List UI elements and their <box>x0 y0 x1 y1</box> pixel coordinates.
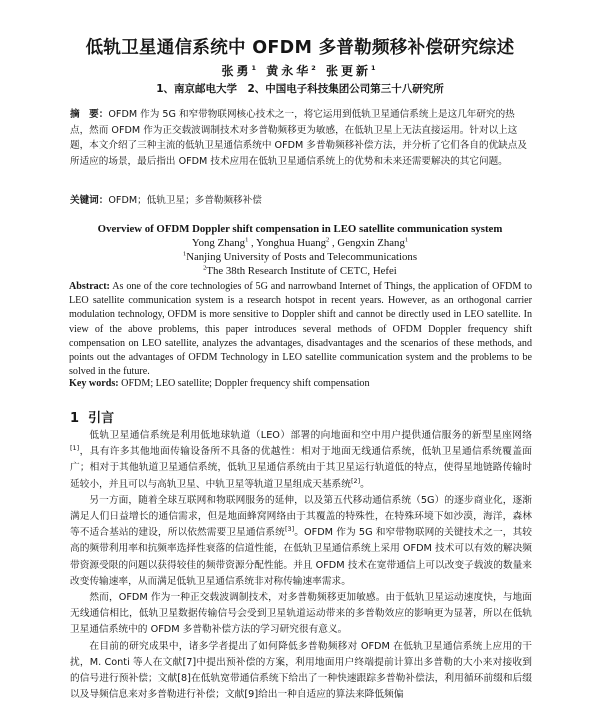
citation-ref: [1] <box>70 443 80 452</box>
abstract-en <box>69 280 532 379</box>
affiliation-text: Nanjing University of Posts and Telecommunications <box>186 251 418 263</box>
body-paragraph <box>70 493 532 590</box>
abstract-cn <box>70 107 532 169</box>
affiliation-mark: 2 <box>203 264 207 272</box>
introduction-body <box>70 428 532 703</box>
abstract-label-en: Abstract: <box>69 281 110 292</box>
paper-title-en: Overview of OFDM Doppler shift compensation in LEO satellite communication system <box>97 223 503 235</box>
abstract-text-cn: OFDM 作为 5G 和窄带物联网核心技术之一，将它运用到低轨卫星通信系统上是这几年研究的热点，然而 OFDM 作为正交载波调制技术对多普勒频移更为敏感，在低轨卫星上无法直接运用。针对以上这题，本文介绍了三种主流的低轨卫星通信系统中 OFDM 多普勒频移补偿方法，并分析了它们各自的优缺点及所适应的场景，最后指出 OFDM 技术应用在低轨卫星通信系统上的优势和未来还需要解决的其它问题。 <box>70 109 527 167</box>
section-title: 引言 <box>88 411 115 426</box>
author-name: 张更新 <box>325 64 371 78</box>
body-paragraph <box>70 428 532 493</box>
author-name: Yonghua Huang <box>256 237 327 249</box>
author-affiliation-mark: 1 <box>251 64 260 72</box>
paragraph-text: 。OFDM 作为 5G 和窄带物联网的关键技术之一，其较高的频带利用率和抗频率选择性衰落的信道性能，在低轨卫星通信系统上采用 OFDM 技术可以有效的解决频带资源受限的问题以获得较佳的频带资源分配性能。并且 OFDM 技术在宽带通信上可以改变子载波的数量来改变传输速率，从而满足低轨卫星通信系统非对称传输速率需求。 <box>70 527 532 587</box>
keywords-text-en: OFDM; LEO satellite; Doppler frequency shift compensation <box>121 378 370 389</box>
author-affiliation-mark: 1 <box>370 64 379 72</box>
author-name: 张勇 <box>221 64 252 78</box>
keywords-en <box>69 378 532 389</box>
paragraph-text: 另一方面，随着全球互联网和物联网服务的延伸，以及第五代移动通信系统（5G）的逐步商业化，逐渐满足人们日益增长的通信需求，但是地面蜂窝网络由于其覆盖的特殊性，在特殊环境下如沙漠，海洋，森林等不适合基站的建设，所以依然需要卫星通信系统 <box>70 494 532 539</box>
keywords-text-cn: OFDM；低轨卫星；多普勒频移补偿 <box>108 195 262 206</box>
section-number: 1 <box>70 411 80 426</box>
abstract-text-en: As one of the core technologies of 5G and narrowband Internet of Things, the application of OFDM to LEO satellite communication system is a research hotspot in recent years. However, as an orthogonal carrier modulation technology, OFDM is more sensitive to Doppler shift and cannot be directly used in LEO satellite. In view of the above problems, this paper introduces several methods of OFDM Doppler frequency shift compensation on LEO satellite, analyzes the advantages, disadvantages and the scenarios of these methods, and points out the advantages of OFDM Technology in LEO satellite communication system and the problems to be solved in the future. <box>69 281 533 378</box>
author-list-cn <box>0 62 600 79</box>
keywords-label-cn: 关键词： <box>70 195 109 206</box>
paragraph-text: 在目前的研究成果中，诸多学者提出了如何降低多普勒频移对 OFDM 在低轨卫星通信系统上应用的干扰，M. Conti 等人在文献[7]中提出预补偿的方案，利用地面用户终端提前计算出多普勒的大小来对接收到的信号进行预补偿；文献[8]在低轨宽带通信系统下给出了一种快速跟踪多普勒补偿法，利用循环前缀和后缀以及导频信息来对多普勒进行补偿；文献[9]给出一种自适应的算法来降低频偏 <box>70 640 532 701</box>
citation-ref: [2] <box>350 476 361 485</box>
section-heading-introduction <box>70 407 114 426</box>
author-affiliation-mark: 1 <box>404 236 409 244</box>
body-paragraph <box>70 639 532 704</box>
paragraph-text: 低轨卫星通信系统是利用低地球轨道（LEO）部署的向地面和空中用户提供通信服务的新型星座网络 <box>89 430 532 441</box>
affiliation-mark: 1 <box>182 250 187 258</box>
abstract-label-cn: 摘 要： <box>70 109 109 120</box>
body-paragraph <box>70 590 532 639</box>
author-name: Gengxin Zhang <box>337 237 405 249</box>
keywords-label-en: Key words: <box>69 378 119 389</box>
author-name: 黄永华 <box>266 64 312 78</box>
paragraph-text: 。 <box>360 478 370 490</box>
paragraph-text: 然而，OFDM 作为一种正交载波调制技术，对多普勒频移更加敏感。由于低轨卫星运动速度快，与地面无线通信相比，低轨卫星数据传输信号会受到卫星轨道运动带来的多普勒效应的影响更为显著，所以在低轨卫星通信系统中的 OFDM 多普勒补偿方法的学习研究很有意义。 <box>70 592 532 636</box>
author-name: Yong Zhang <box>191 237 246 249</box>
author-affiliation-mark: 1 <box>245 236 249 244</box>
affiliation-en-2 <box>0 265 600 277</box>
author-affiliation-mark: 2 <box>326 236 330 244</box>
affiliation-text: The 38th Research Institute of CETC, Hefei <box>206 265 397 277</box>
paragraph-text: ，具有许多其他地面传输设备所不具备的优越性：相对于地面无线通信系统，低轨卫星通信系统覆盖面广；相对于其他轨道卫星通信系统，低轨卫星通信系统由于其卫星运行轨道低的特点，使得星地链路传输时延较小，并且可以与高轨卫星、中轨卫星等轨道卫星组成天基系统 <box>70 446 532 490</box>
affiliation-en-1 <box>0 251 600 263</box>
affiliations-cn: 1、南京邮电大学 2、中国电子科技集团公司第三十八研究所 <box>156 83 444 95</box>
author-affiliation-mark: 2 <box>311 64 319 72</box>
citation-ref: [3] <box>284 524 295 533</box>
author-list-en: Yong Zhang$^1$ , Yonghua Huang$^2$ , Gengxin Zhang$^1$ <box>191 236 409 249</box>
paper-title-cn: 低轨卫星通信系统中 OFDM 多普勒频移补偿研究综述 <box>85 38 515 58</box>
keywords-cn <box>70 192 532 206</box>
